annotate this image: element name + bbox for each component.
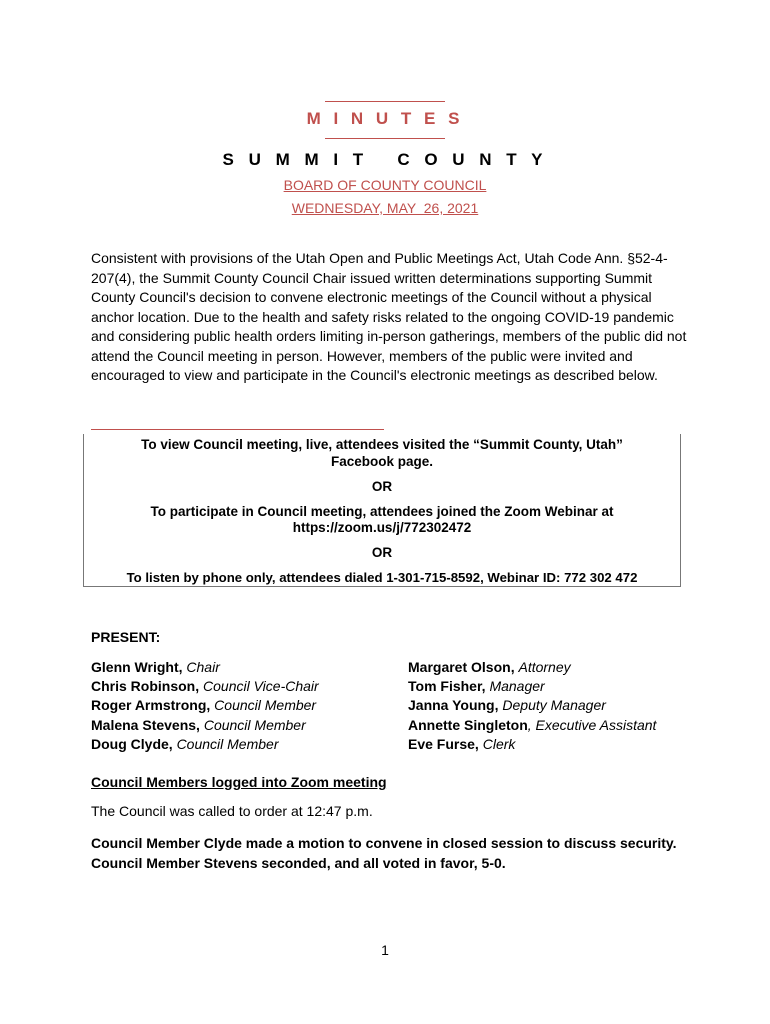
attendee-role: Attorney	[518, 659, 571, 675]
county-name: S U M M I T C O U N T Y	[222, 150, 548, 169]
attendee-name: Malena Stevens,	[91, 716, 200, 733]
attendee-role: , Executive Assistant	[527, 716, 657, 733]
motion-text: Council Member Clyde made a motion to convene in closed session to discuss security. Council Member Stevens seconded, and all voted in favor, 5-0.	[91, 835, 677, 871]
attendee-role: Council Member	[176, 735, 279, 752]
present-list-staff	[408, 658, 656, 754]
meeting-access-box	[83, 434, 681, 587]
attendee-role: Clerk	[482, 735, 516, 752]
zoom-link[interactable]: https://zoom.us/j/772302472	[292, 520, 472, 535]
or-separator-1: OR	[371, 479, 393, 494]
attendee	[408, 677, 656, 696]
attendee	[408, 696, 656, 715]
attendee-name: Doug Clyde,	[91, 735, 173, 752]
attendee-name: Chris Robinson,	[91, 678, 200, 695]
attendee-name: Eve Furse,	[408, 735, 479, 752]
section-heading: Council Members logged into Zoom meeting	[91, 774, 387, 790]
title-rule-bottom	[325, 138, 445, 139]
attendee-name: Glenn Wright,	[91, 659, 183, 675]
attendee-role: Manager	[489, 678, 545, 695]
call-to-order-text: The Council was called to order at 12:47 p.m.	[91, 803, 373, 819]
intro-divider	[91, 429, 384, 430]
attendee-role: Deputy Manager	[502, 697, 606, 714]
page-number: 1	[381, 942, 389, 958]
attendee-name: Roger Armstrong,	[91, 697, 211, 714]
or-separator-2: OR	[371, 545, 393, 560]
attendee	[91, 658, 319, 677]
attendee	[91, 696, 319, 715]
attendee-role: Council Member	[214, 697, 317, 714]
intro-paragraph: Consistent with provisions of the Utah Open and Public Meetings Act, Utah Code Ann. §52-4-207(4), the Summit County Council Chair issued written determinations supporting Summit County Council's decision to convene electronic meetings of the Council without a physical anchor location. Due to the health and safety risks related to the ongoing COVID-19 pandemic and considering public health orders limiting in-person gatherings, members of the public did not attend the Council meeting in person. However, members of the public were invited and encouraged to view and participate in the Council's electronic meetings as described below.	[91, 250, 687, 383]
minutes-title: M I N U T E S	[306, 109, 464, 128]
board-name: BOARD OF COUNTY COUNCIL	[283, 177, 487, 193]
attendee-role: Chair	[186, 659, 220, 675]
attendee-role: Council Vice-Chair	[203, 678, 319, 695]
attendee	[408, 658, 656, 677]
attendee	[91, 735, 319, 754]
attendee-name: Tom Fisher,	[408, 678, 486, 695]
zoom-line-1: To participate in Council meeting, attendees joined the Zoom Webinar at	[150, 504, 614, 519]
attendee-name: Margaret Olson,	[408, 659, 515, 675]
present-list-council	[91, 658, 319, 754]
attendee-role: Council Member	[203, 716, 306, 733]
attendee-name: Janna Young,	[408, 697, 499, 714]
attendee	[408, 716, 656, 735]
attendee	[408, 735, 656, 754]
title-rule-top	[325, 101, 445, 102]
present-heading: PRESENT:	[91, 629, 161, 645]
attendee-name: Annette Singleton	[408, 716, 528, 733]
phone-line: To listen by phone only, attendees dialed 1-301-715-8592, Webinar ID: 772 302 472	[126, 570, 638, 585]
view-line-2: Facebook page.	[330, 454, 434, 469]
attendee	[91, 677, 319, 696]
view-line-1: To view Council meeting, live, attendees visited the “Summit County, Utah”	[141, 437, 623, 452]
meeting-date: WEDNESDAY, MAY 26, 2021	[291, 200, 479, 216]
attendee	[91, 716, 319, 735]
